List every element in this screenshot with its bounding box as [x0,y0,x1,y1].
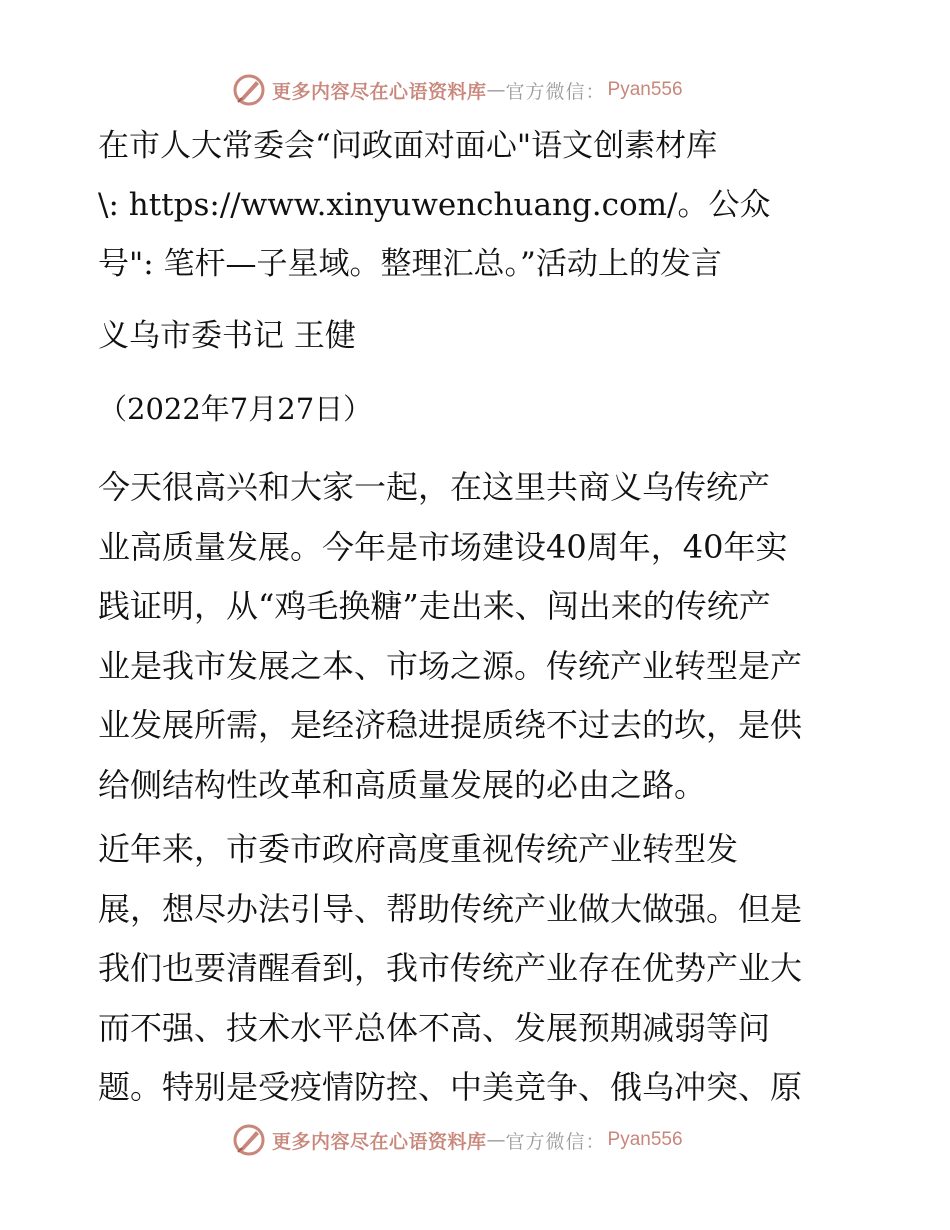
footer-watermark [232,1120,732,1160]
paragraph-line: 题。特别是受疫情防控、中美竞争、俄乌冲突、原 [98,1068,803,1106]
paragraph-line: 业高质量发展。今年是市场建设40周年，40年实 [98,527,788,566]
paragraph-line: 业发展所需，是经济稳进提质绕不过去的坎，是供 [98,706,803,744]
paragraph-line: 我们也要清醒看到，我市传统产业存在优势产业大 [98,949,803,987]
paragraph-1 [98,458,858,815]
watermark-wechat-label: 官方微信： [505,1130,606,1153]
watermark-main-text: 更多内容尽在心语资料库 [272,80,487,103]
paragraph-line: 践证明，从“鸡毛换糖”走出来、闯出来的传统产 [98,587,771,625]
watermark-dash: — [486,1129,506,1151]
paragraph-line: 而不强、技术水平总体不高、发展预期减弱等问 [98,1008,771,1047]
quill-logo-icon [232,73,266,107]
watermark-wechat-label: 官方微信： [505,80,606,103]
title-line-1: 在市人大常委会“问政面对面心"语文创素材库 [98,128,718,164]
author-line: 义乌市委书记 王健 [98,318,356,354]
paragraph-2 [98,820,858,1118]
paragraph-line: 近年来，市委市政府高度重视传统产业转型发 [98,830,739,868]
header-watermark [232,70,732,110]
paragraph-line: 业是我市发展之本、市场之源。传统产业转型是产 [98,646,803,685]
quill-logo-icon [232,1123,266,1157]
watermark-wechat-id: Pyan556 [607,79,683,100]
watermark-main-text: 更多内容尽在心语资料库 [272,1130,487,1153]
date-line: （2022年7月27日） [98,392,373,426]
title-line-3: 号": 笔杆—子星域。整理汇总。”活动上的发言 [98,246,722,282]
paragraph-line: 展，想尽办法引导、帮助传统产业做大做强。但是 [98,889,803,928]
title-line-2: \: https://www.xinyuwenchuang.com/。公众 [98,187,771,223]
paragraph-line: 给侧结构性改革和高质量发展的必由之路。 [98,765,707,804]
watermark-dash: — [486,79,506,101]
watermark-wechat-id: Pyan556 [607,1129,683,1150]
paragraph-line: 今天很高兴和大家一起，在这里共商义乌传统产 [98,468,771,506]
